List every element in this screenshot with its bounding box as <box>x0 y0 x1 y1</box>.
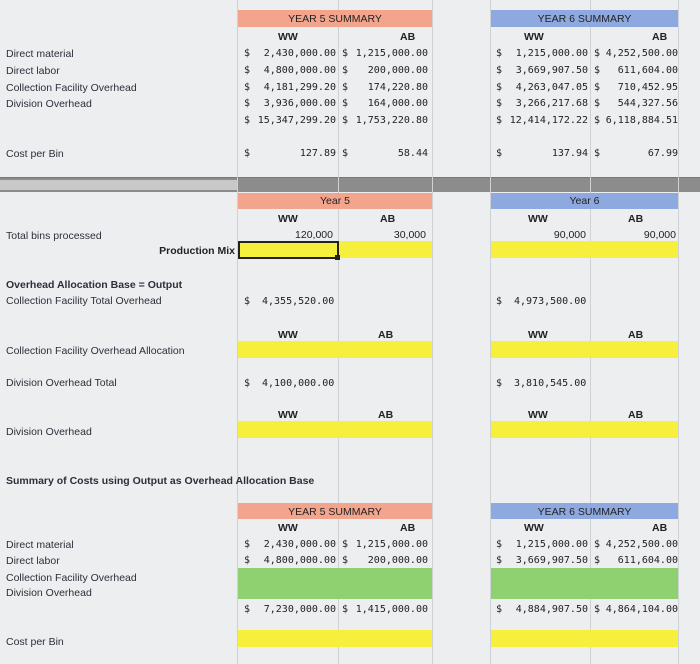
cell[interactable]: 174,220.80 <box>367 82 428 93</box>
cell[interactable]: 2,430,000.00 <box>263 48 336 59</box>
cell[interactable]: 12,414,172.22 <box>509 115 588 126</box>
cell[interactable]: 611,604.00 <box>617 555 678 566</box>
cell[interactable]: 15,347,299.20 <box>257 115 336 126</box>
cost-per-bin-cell[interactable]: 67.99 <box>647 148 678 159</box>
cell[interactable]: 2,430,000.00 <box>263 539 336 550</box>
production-mix-label: Production Mix <box>159 245 235 257</box>
summary-title: Summary of Costs using Output as Overhead Allocation Base <box>6 475 315 487</box>
ww-header: WW <box>524 31 544 43</box>
year6-header: Year 6 <box>569 195 600 207</box>
cell[interactable]: 4,800,000.00 <box>263 555 336 566</box>
year6-summary-title: YEAR 6 SUMMARY <box>537 13 632 25</box>
summary-total-cell[interactable]: 4,864,104.00 <box>605 604 678 615</box>
bins-cell[interactable]: 120,000 <box>295 229 333 241</box>
cell[interactable]: 710,452.95 <box>617 82 678 93</box>
fill-handle[interactable] <box>335 255 340 260</box>
bins-cell[interactable]: 90,000 <box>553 229 586 241</box>
production-mix-input-y6[interactable] <box>491 241 678 258</box>
year5-summary-title: YEAR 5 SUMMARY <box>288 506 382 518</box>
summary-cost-per-bin-y6[interactable] <box>491 630 678 647</box>
ww-header: WW <box>278 329 298 341</box>
cell[interactable]: 3,669,907.50 <box>515 65 588 76</box>
row-label: Direct material <box>6 48 74 60</box>
year6-summary-title: YEAR 6 SUMMARY <box>537 506 632 518</box>
summary-overhead-input-y5[interactable] <box>238 568 432 599</box>
cf-allocation-input-y6[interactable] <box>491 341 678 358</box>
ww-header: WW <box>278 213 298 225</box>
cell[interactable]: 4,181,299.20 <box>263 82 336 93</box>
cell[interactable]: 4,252,500.00 <box>605 539 678 550</box>
ab-header: AB <box>400 31 416 43</box>
year5-summary-title: YEAR 5 SUMMARY <box>288 13 382 25</box>
cell[interactable]: 1,215,000.00 <box>355 48 428 59</box>
summary-total-cell[interactable]: 4,884,907.50 <box>515 604 588 615</box>
row-label: Cost per Bin <box>6 636 64 648</box>
cell[interactable]: 3,669,907.50 <box>515 555 588 566</box>
row-label: Direct labor <box>6 65 60 77</box>
row-label: Collection Facility Total Overhead <box>6 295 162 307</box>
cell[interactable]: 3,936,000.00 <box>263 98 336 109</box>
cell[interactable]: 200,000.00 <box>367 65 428 76</box>
ab-header: AB <box>400 522 416 534</box>
summary-total-cell[interactable]: 7,230,000.00 <box>263 604 336 615</box>
row-label: Collection Facility Overhead Allocation <box>6 345 185 357</box>
cell[interactable]: 200,000.00 <box>367 555 428 566</box>
cell[interactable]: 4,252,500.00 <box>605 48 678 59</box>
cell[interactable]: 1,753,220.80 <box>355 115 428 126</box>
row-label: Cost per Bin <box>6 148 64 160</box>
cell[interactable]: 1,215,000.00 <box>355 539 428 550</box>
row-label: Division Overhead <box>6 426 92 438</box>
bins-cell[interactable]: 30,000 <box>393 229 426 241</box>
summary-cost-per-bin-y5[interactable] <box>238 630 432 647</box>
row-label: Division Overhead Total <box>6 377 117 389</box>
row-label: Total bins processed <box>6 230 102 242</box>
cell[interactable]: 1,215,000.00 <box>515 48 588 59</box>
ww-header: WW <box>278 522 298 534</box>
ww-header: WW <box>528 409 548 421</box>
cell-selection <box>238 241 339 259</box>
cell[interactable]: 164,000.00 <box>367 98 428 109</box>
ab-header: AB <box>628 409 644 421</box>
ab-header: AB <box>378 409 394 421</box>
cf-total-y5[interactable]: 4,355,520.00 <box>262 296 335 307</box>
ab-header: AB <box>628 213 644 225</box>
row-label: Direct labor <box>6 555 60 567</box>
cell[interactable]: 4,263,047.05 <box>515 82 588 93</box>
div-overhead-input-y6[interactable] <box>491 421 678 438</box>
ab-header: AB <box>652 31 668 43</box>
ww-header: WW <box>278 31 298 43</box>
cost-per-bin-cell[interactable]: 58.44 <box>397 148 428 159</box>
row-label: Collection Facility Overhead <box>6 82 137 94</box>
div-total-y6[interactable]: 3,810,545.00 <box>514 378 587 389</box>
summary-total-cell[interactable]: 1,415,000.00 <box>355 604 428 615</box>
ab-header: AB <box>628 329 644 341</box>
cf-allocation-input-y5[interactable] <box>238 341 432 358</box>
ww-header: WW <box>528 329 548 341</box>
spreadsheet: YEAR 5 SUMMARY YEAR 6 SUMMARY WW AB WW AB Direct material Direct labor Collection Facility Overhead Division Overhead Cost per Bin $ 2,430,000.00 $ 4,800,000.00 $ 4,181,299.20 $ 3,936,000.00 $ 15,347,299.20 $ 1,215,000.00 $ 200,000.00 $ 174,220.80 $ 164,000.00 $ 1,753,220.80 $ 1,215,000.00 $ 3,669,907.50 $ 4,263,047.05 $ 3,266,217.68 $ 12,414,172.22 $ 4,252,500.00 $ 611,604.00 $ 710,452.95 $ 544,327.56 $ 6,118,884.51 $ 127.89 $ 58.44 $ 137.94 $ 67.99 Year 5 Year 6 WW AB WW AB Total bins processed 120,000 30,000 90,000 90,000 Production Mix Overhead Allocation Base = Output Collection Facility Total Overhead $ 4,355,520.00 $ 4,973,500.00 WW AB WW AB Collection Facility Overhead Allocation Division Overhead Total $ 4,100,000.00 $ 3,810,545.00 WW AB WW AB Division Overhead Summary of Costs using Output as Overhead Allocation Base YEAR 5 SUMMARY YEAR 6 SUMMARY WW AB WW AB Direct material Direct labor Collection Facility Overhead Division Overhead $ 2,430,000.00 $ 4,800,000.00 $ 1,215,000.00 $ 200,000.00 $ 1,215,000.00 $ 3,669,907.50 $ 4,252,500.00 $ 611,604.00 $ 7,230,000.00 $ 1,415,000.00 $ 4,884,907.50 $ 4,864,104.00 Cost per Bin <box>0 0 700 664</box>
cost-per-bin-cell[interactable]: 137.94 <box>551 148 588 159</box>
row-label: Collection Facility Overhead <box>6 572 137 584</box>
section-title: Overhead Allocation Base = Output <box>6 279 183 291</box>
summary-overhead-input-y6[interactable] <box>491 568 678 599</box>
cell[interactable]: 544,327.56 <box>617 98 678 109</box>
row-label: Division Overhead <box>6 587 92 599</box>
div-overhead-input-y5[interactable] <box>238 421 432 438</box>
cf-total-y6[interactable]: 4,973,500.00 <box>514 296 587 307</box>
ab-header: AB <box>378 329 394 341</box>
ab-header: AB <box>652 522 668 534</box>
cell[interactable]: 611,604.00 <box>617 65 678 76</box>
cell[interactable]: 1,215,000.00 <box>515 539 588 550</box>
year5-header: Year 5 <box>320 195 350 207</box>
ww-header: WW <box>528 213 548 225</box>
ww-header: WW <box>278 409 298 421</box>
cell[interactable]: 6,118,884.51 <box>605 115 678 126</box>
cell[interactable]: 3,266,217.68 <box>515 98 588 109</box>
cell[interactable]: 4,800,000.00 <box>263 65 336 76</box>
row-label: Division Overhead <box>6 98 92 110</box>
ab-header: AB <box>380 213 396 225</box>
ww-header: WW <box>524 522 544 534</box>
cost-per-bin-cell[interactable]: 127.89 <box>299 148 336 159</box>
div-total-y5[interactable]: 4,100,000.00 <box>262 378 335 389</box>
row-label: Direct material <box>6 539 74 551</box>
bins-cell[interactable]: 90,000 <box>643 229 676 241</box>
